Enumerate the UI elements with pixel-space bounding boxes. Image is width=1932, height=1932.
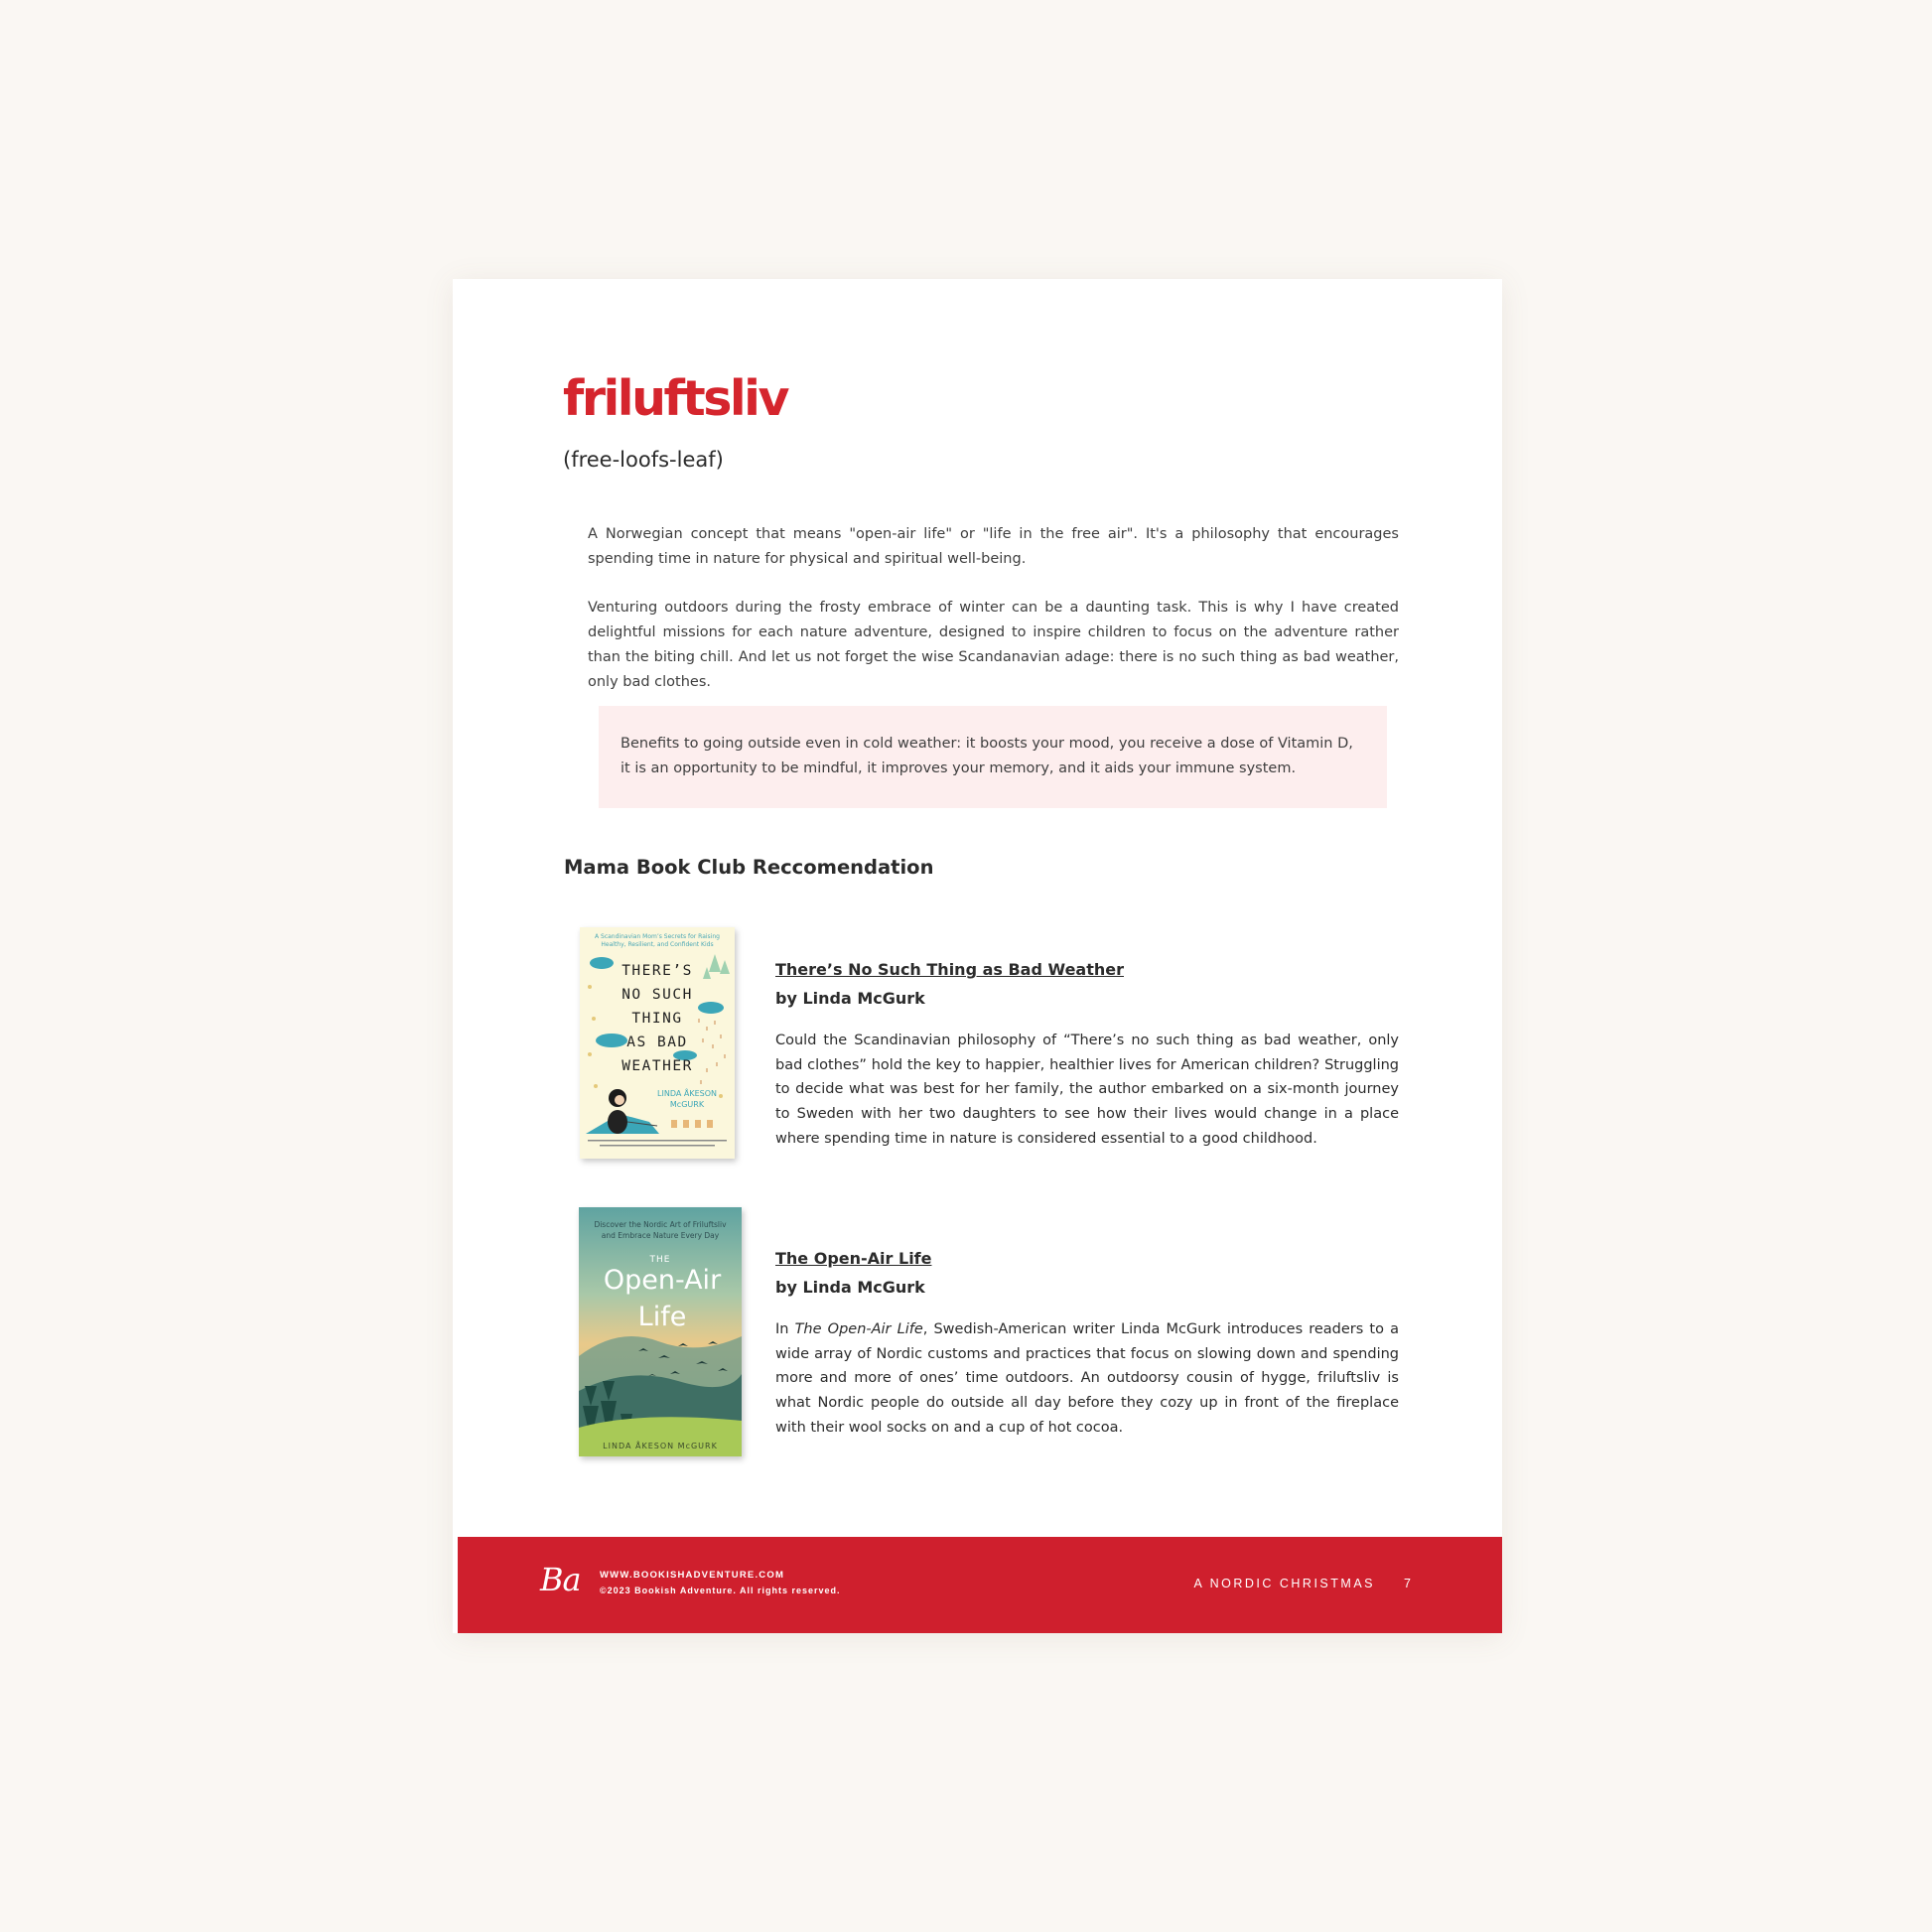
cover-title-line: AS BAD: [626, 1035, 688, 1050]
book-description: Could the Scandinavian philosophy of “There’s no such thing as bad weather, only bad clothes” hold the key to happier, healthier lives for American children? Struggling to decide what was best for her family, the author embarked on a six-month journey to Sweden with her two daughters to see how their lives would change in a place where spending time in nature is considered essential to a good childhood.: [775, 1033, 1399, 1147]
page-title: friluftsliv: [563, 370, 787, 427]
book-cover-bad-weather: [580, 927, 735, 1159]
cover-author: LINDA ÅKESON: [657, 1089, 717, 1098]
footer-copyright: ©2023 Bookish Adventure. All rights reserved.: [600, 1586, 841, 1595]
footer-series-title: A NORDIC CHRISTMAS: [1193, 1577, 1375, 1590]
benefits-text: Benefits to going outside even in cold weather: it boosts your mood, you receive a dose of Vitamin D, it is an opportunity to be mindful, it improves your memory, and it aids your immune system.: [621, 736, 1353, 776]
intro-paragraph: A Norwegian concept that means "open-air life" or "life in the free air". It's a philosophy that encourages spending time in nature for physical and spiritual well-being.: [588, 526, 1399, 567]
cover-title-line: NO SUCH: [621, 987, 693, 1003]
intro-paragraph: Venturing outdoors during the frosty embrace of winter can be a daunting task. This is why I have created delightful missions for each nature adventure, designed to inspire children to focus on the adventure rather than the biting chill. And let us not forget the wise Scandanavian adage: there is no such thing as bad weather, only bad clothes.: [588, 600, 1399, 690]
pronunciation: (free-loofs-leaf): [563, 448, 724, 472]
cover-title-line: THING: [631, 1011, 683, 1027]
intro-text: [588, 522, 1399, 719]
book-cover-open-air-life: [579, 1207, 742, 1456]
page-number: 7: [1404, 1577, 1411, 1590]
recommendation-heading: Mama Book Club Reccomendation: [564, 856, 934, 879]
description-text: In: [775, 1321, 795, 1337]
cover-author: McGURK: [669, 1100, 705, 1109]
book-title-link[interactable]: The Open-Air Life: [775, 1249, 932, 1268]
cover-title-line: WEATHER: [621, 1058, 693, 1074]
book-author: by Linda McGurk: [775, 1278, 925, 1297]
cover-title-line: THERE’S: [621, 963, 693, 979]
cover-tagline: Healthy, Resilient, and Confident Kids: [601, 941, 714, 948]
cover-title: Open-Air: [603, 1265, 722, 1296]
book-title-link[interactable]: There’s No Such Thing as Bad Weather: [775, 960, 1124, 979]
footer-website-link[interactable]: WWW.BOOKISHADVENTURE.COM: [600, 1570, 785, 1581]
book-info: [775, 1249, 1399, 1441]
book-description: [775, 1317, 1399, 1441]
cover-tagline: A Scandinavian Mom’s Secrets for Raising: [595, 933, 720, 940]
description-book-title: The Open-Air Life: [794, 1321, 923, 1337]
cover-the: THE: [649, 1255, 671, 1265]
book-cover-illustration: [580, 927, 735, 1159]
description-text: , Swedish-American writer Linda McGurk introduces readers to a wide array of Nordic customs and practices that focus on slowing down and spending more and more of ones’ time outdoors. An outdoorsy cousin of hygge, friluftsliv is what Nordic people do outside all day before they cozy up in front of the fireplace with their wool socks on and a cup of hot cocoa.: [775, 1321, 1399, 1436]
cover-tagline: Discover the Nordic Art of Friluftsliv: [594, 1220, 727, 1229]
book-info: [775, 960, 1399, 1152]
book-cover-illustration: [579, 1207, 742, 1456]
page-footer: [458, 1537, 1502, 1633]
benefits-callout: [599, 706, 1387, 808]
cover-author: LINDA ÅKESON McGURK: [603, 1442, 718, 1450]
bookish-adventure-logo: Ba: [540, 1561, 581, 1598]
book-author: by Linda McGurk: [775, 989, 925, 1008]
cover-title: Life: [637, 1302, 687, 1332]
document-page: [453, 279, 1502, 1633]
cover-tagline: and Embrace Nature Every Day: [601, 1231, 720, 1240]
